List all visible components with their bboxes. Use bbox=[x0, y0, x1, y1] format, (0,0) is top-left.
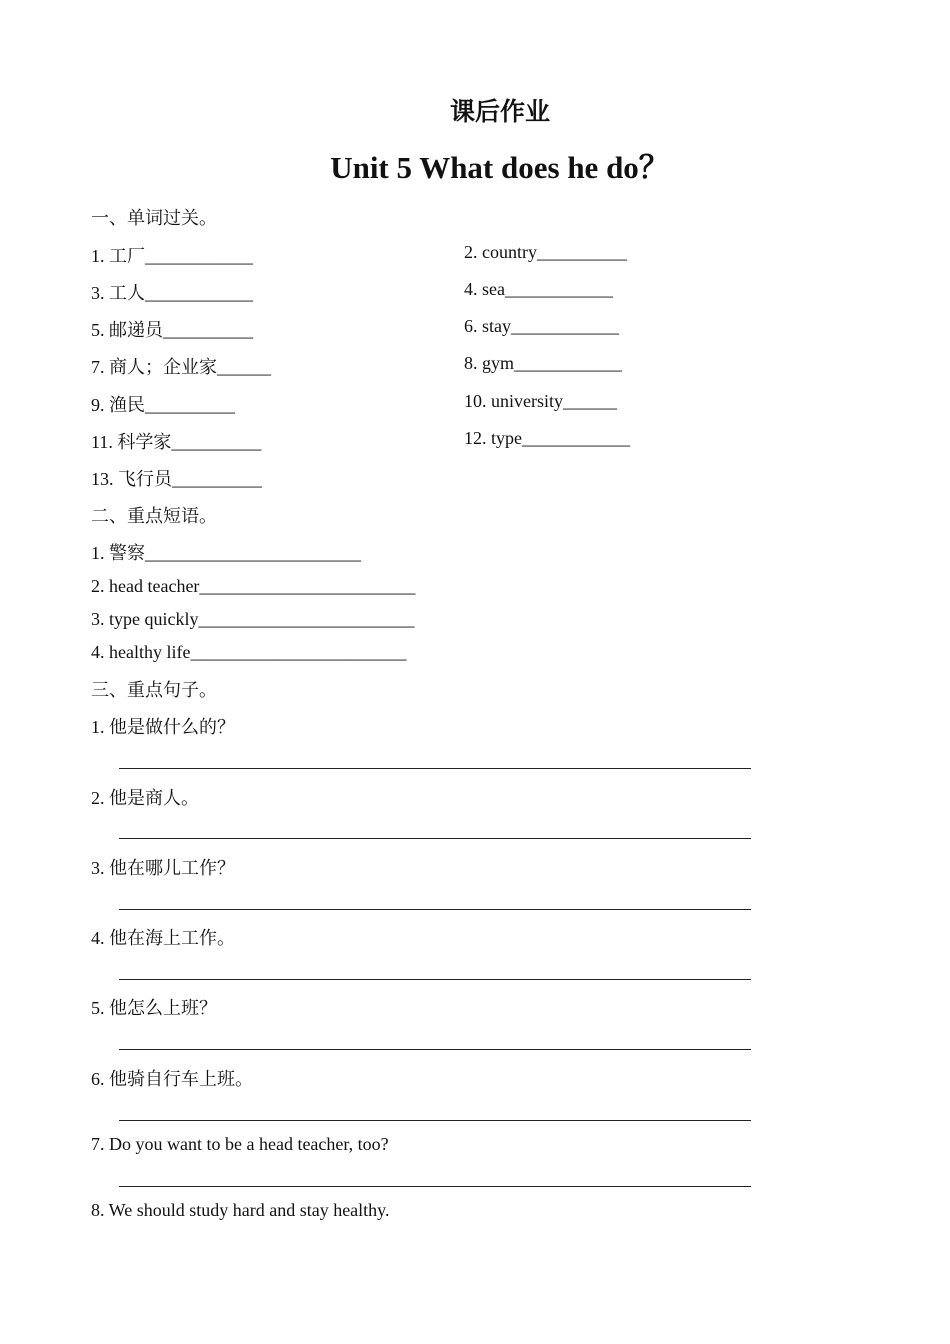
sentence-item-8: 8. We should study hard and stay healthy. bbox=[91, 1200, 390, 1220]
sentence-item-7: 7. Do you want to be a head teacher, too? bbox=[91, 1134, 389, 1154]
vocab-item-11: 11. 科学家__________ bbox=[91, 432, 262, 452]
section-heading-phrases: 二、重点短语。 bbox=[91, 506, 217, 526]
answer-line-2 bbox=[119, 838, 751, 839]
phrase-item-1: 1. 警察________________________ bbox=[91, 543, 361, 563]
vocab-item-2: 2. country__________ bbox=[464, 242, 627, 262]
vocab-item-1: 1. 工厂____________ bbox=[91, 246, 253, 266]
vocab-item-4: 4. sea____________ bbox=[464, 279, 613, 299]
worksheet-title: Unit 5 What does he do？ bbox=[330, 150, 670, 185]
phrase-item-2: 2. head teacher________________________ bbox=[91, 576, 416, 596]
section-heading-sentences: 三、重点句子。 bbox=[91, 680, 217, 700]
phrase-item-4: 4. healthy life________________________ bbox=[91, 642, 407, 662]
vocab-item-7: 7. 商人；企业家______ bbox=[91, 357, 271, 377]
answer-line-7 bbox=[119, 1186, 751, 1187]
sentence-item-1: 1. 他是做什么的？ bbox=[91, 717, 235, 737]
vocab-item-3: 3. 工人____________ bbox=[91, 283, 253, 303]
worksheet-subtitle: 课后作业 bbox=[449, 97, 550, 126]
vocab-item-10: 10. university______ bbox=[464, 391, 617, 411]
vocab-item-5: 5. 邮递员__________ bbox=[91, 320, 253, 340]
sentence-item-3: 3. 他在哪儿工作？ bbox=[91, 858, 235, 878]
answer-line-5 bbox=[119, 1049, 751, 1050]
phrase-item-3: 3. type quickly________________________ bbox=[91, 609, 415, 629]
sentence-item-2: 2. 他是商人。 bbox=[91, 788, 199, 808]
sentence-item-5: 5. 他怎么上班？ bbox=[91, 998, 217, 1018]
answer-line-6 bbox=[119, 1120, 751, 1121]
vocab-item-12: 12. type____________ bbox=[464, 428, 630, 448]
vocab-item-13: 13. 飞行员__________ bbox=[91, 469, 262, 489]
answer-line-4 bbox=[119, 979, 751, 980]
answer-line-1 bbox=[119, 768, 751, 769]
sentence-item-4: 4. 他在海上工作。 bbox=[91, 928, 235, 948]
sentence-item-6: 6. 他骑自行车上班。 bbox=[91, 1069, 253, 1089]
vocab-item-6: 6. stay____________ bbox=[464, 316, 619, 336]
section-heading-vocabulary: 一、单词过关。 bbox=[91, 208, 217, 228]
vocab-item-8: 8. gym____________ bbox=[464, 353, 623, 373]
answer-line-3 bbox=[119, 909, 751, 910]
vocab-item-9: 9. 渔民__________ bbox=[91, 395, 235, 415]
